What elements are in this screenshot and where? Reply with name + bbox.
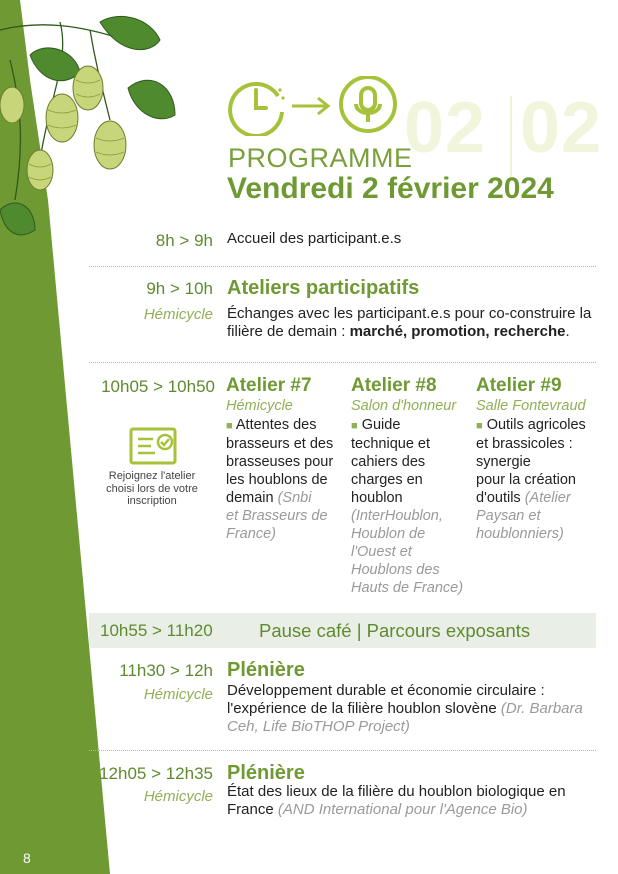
workshop-description: ■ Attentes des brasseurs et des brasseuses pour les houblons de demain (Snbi et Brasseurs de France): [226, 417, 334, 542]
workshops-time: 10h05 > 10h50: [101, 377, 215, 396]
clock-icon: [230, 84, 285, 136]
session-location: Hémicycle: [143, 306, 213, 323]
workshop-location: Salon d'honneur: [351, 398, 457, 414]
programme-date: Vendredi 2 février 2024: [227, 172, 554, 205]
workshop-title: Atelier #9: [476, 375, 562, 396]
plenary-location: Hémicycle: [143, 686, 213, 703]
checklist-icon: [129, 427, 177, 465]
workshops-note: Rejoignez l'atelier choisi lors de votre inscription: [106, 470, 198, 507]
workshop-location: Hémicycle: [226, 398, 293, 414]
divider: [89, 362, 596, 363]
workshop-description: ■ Guide technique et cahiers des charges en houblon (InterHoublon, Houblon de l'Ouest et Houblons des Hauts de France): [351, 417, 464, 596]
pause-time: 10h55 > 11h20: [100, 621, 213, 640]
workshop-location: Salle Fontevraud: [476, 398, 586, 414]
workshop-description: ■ Outils agricoles et brassicoles : synergie pour la création d'outils (Atelier Paysan et houblonniers): [476, 417, 586, 542]
microphone-icon: [341, 77, 395, 131]
divider: [89, 266, 596, 267]
pause-text: Pause café | Parcours exposants: [259, 620, 531, 641]
arrow-right-icon: [292, 98, 328, 114]
workshop-9: [476, 375, 601, 543]
workshop-8: [351, 375, 469, 597]
header-icons: [226, 76, 406, 136]
plenary-description: État des lieux de la filière du houblon biologique en France (AND International pour l'Agence Bio): [227, 783, 566, 818]
big-date-month: 02: [520, 88, 603, 168]
big-date-separator: [510, 96, 512, 178]
plenary-time: 12h05 > 12h35: [99, 764, 213, 783]
workshop-title: Atelier #7: [226, 375, 312, 396]
page-number: 8: [23, 850, 31, 866]
bullet-icon: ■: [226, 420, 233, 432]
bullet-icon: ■: [476, 420, 483, 432]
plenary-description: Développement durable et économie circulaire : l'expérience de la filière houblon slovène (Dr. Barbara Ceh, Life BioTHOP Project): [227, 682, 583, 735]
workshop-title: Atelier #8: [351, 375, 437, 396]
session-text: Accueil des participant.e.s: [227, 230, 402, 247]
plenary-time: 11h30 > 12h: [119, 661, 213, 680]
workshop-7: [226, 375, 344, 543]
plenary-title: Plénière: [227, 762, 305, 784]
divider: [89, 750, 596, 751]
session-time: 8h > 9h: [155, 231, 213, 250]
programme-label: PROGRAMME: [228, 143, 413, 173]
bullet-icon: ■: [351, 420, 358, 432]
plenary-title: Plénière: [227, 659, 305, 681]
hops-illustration: [0, 0, 200, 250]
session-time: 9h > 10h: [146, 279, 213, 298]
session-description: Échanges avec les participant.e.s pour co-construire la filière de demain : marché, promotion, recherche.: [227, 305, 592, 340]
plenary-location: Hémicycle: [143, 788, 213, 805]
big-date-day: 02: [404, 88, 487, 168]
session-title: Ateliers participatifs: [227, 277, 420, 299]
